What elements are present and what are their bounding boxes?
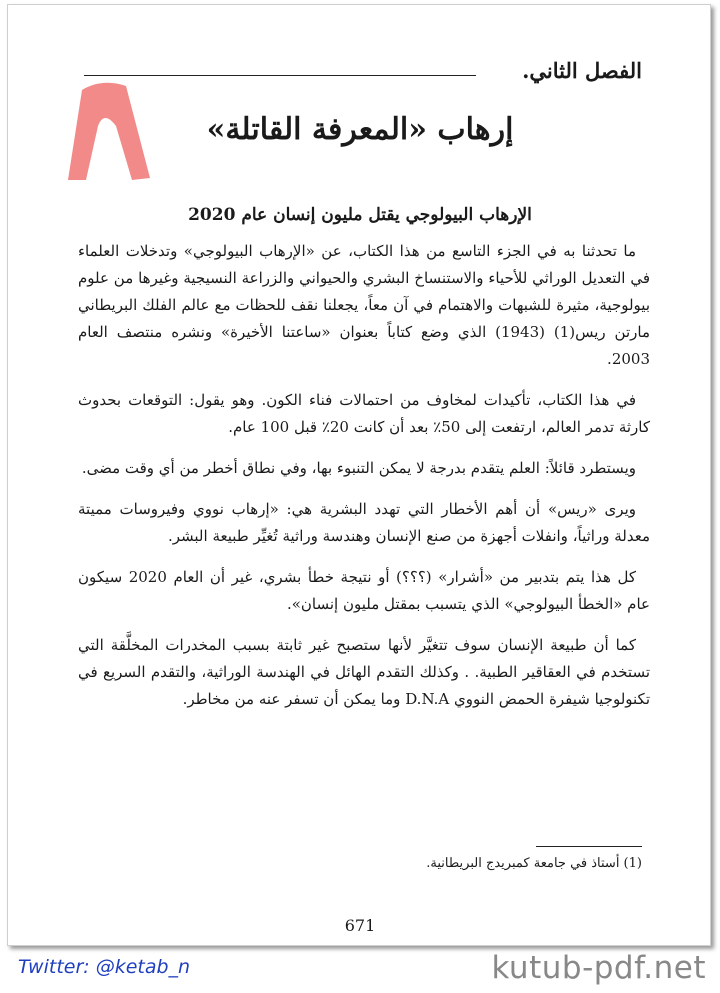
paragraph: ويستطرد قائلاً: العلم يتقدم بدرجة لا يمكن التنبوء بها، وفي نطاق أخطر من أي وقت مضى. [81,459,636,477]
page-number: 671 [344,916,376,935]
footnote: (1) أستاذ في جامعة كمبريدج البريطانية. [426,856,642,871]
twitter-handle[interactable]: Twitter: @ketab_n [18,956,191,978]
site-watermark: kutub-pdf.net [491,950,706,986]
paragraph: في هذا الكتاب، تأكيدات لمخاوف من احتمالات فناء الكون. وهو يقول: التوقعات بحدوث كارثة تدمر العالم، ارتفعت إلى 50٪ بعد أن كانت 20٪ قبل 100 عام. [78,391,650,436]
paragraph: كما أن طبيعة الإنسان سوف تتغيَّر لأنها ستصبح غير ثابتة بسبب المخدرات المخلَّقة التي تستخدم في العقاقير الطبية. . وكذلك التقدم الهائل في الهندسة الوراثية، والتقدم السريع في تكنولوجيا شيفرة الحمض النووي D.N.A وما يمكن أن تسفر عنه من مخاطر. [78,636,650,708]
chapter-title: إرهاب «المعرفة القاتلة» [206,112,514,147]
body-text [78,238,650,727]
section-heading: الإرهاب البيولوجي يقتل مليون إنسان عام 2020 [188,205,532,225]
header-rule [84,75,476,76]
library-stamp [58,80,154,184]
chapter-label: الفصل الثاني. [522,58,642,83]
paragraph: كل هذا يتم بتدبير من «أشرار» (؟؟؟) أو نتيجة خطأ بشري، غير أن العام 2020 سيكون عام «الخطأ البيولوجي» الذي يتسبب بمقتل مليون إنسان». [78,568,650,613]
paragraph: ما تحدثنا به في الجزء التاسع من هذا الكتاب، عن «الإرهاب البيولوجي» وتدخلات العلماء في التعديل الوراثي للأحياء والاستنساخ البشري والحيواني والزراعة النسيجية وغيرها من علوم بيولوجية، مثيرة للشبهات والاهتمام في آن معاً، يجعلنا نقف للحظات مع عالم الفلك البريطاني مارتن ريس(1) (1943) الذي وضع كتاباً بعنوان «ساعتنا الأخيرة» ونشره منتصف العام 2003. [78,242,650,368]
footnote-rule [536,846,642,847]
paragraph: ويرى «ريس» أن أهم الأخطار التي تهدد البشرية هي: «إرهاب نووي وفيروسات مميتة معدلة وراثياً، وانفلات أجهزة من صنع الإنسان وهندسة وراثية تُغيِّر طبيعة البشر. [78,500,650,545]
